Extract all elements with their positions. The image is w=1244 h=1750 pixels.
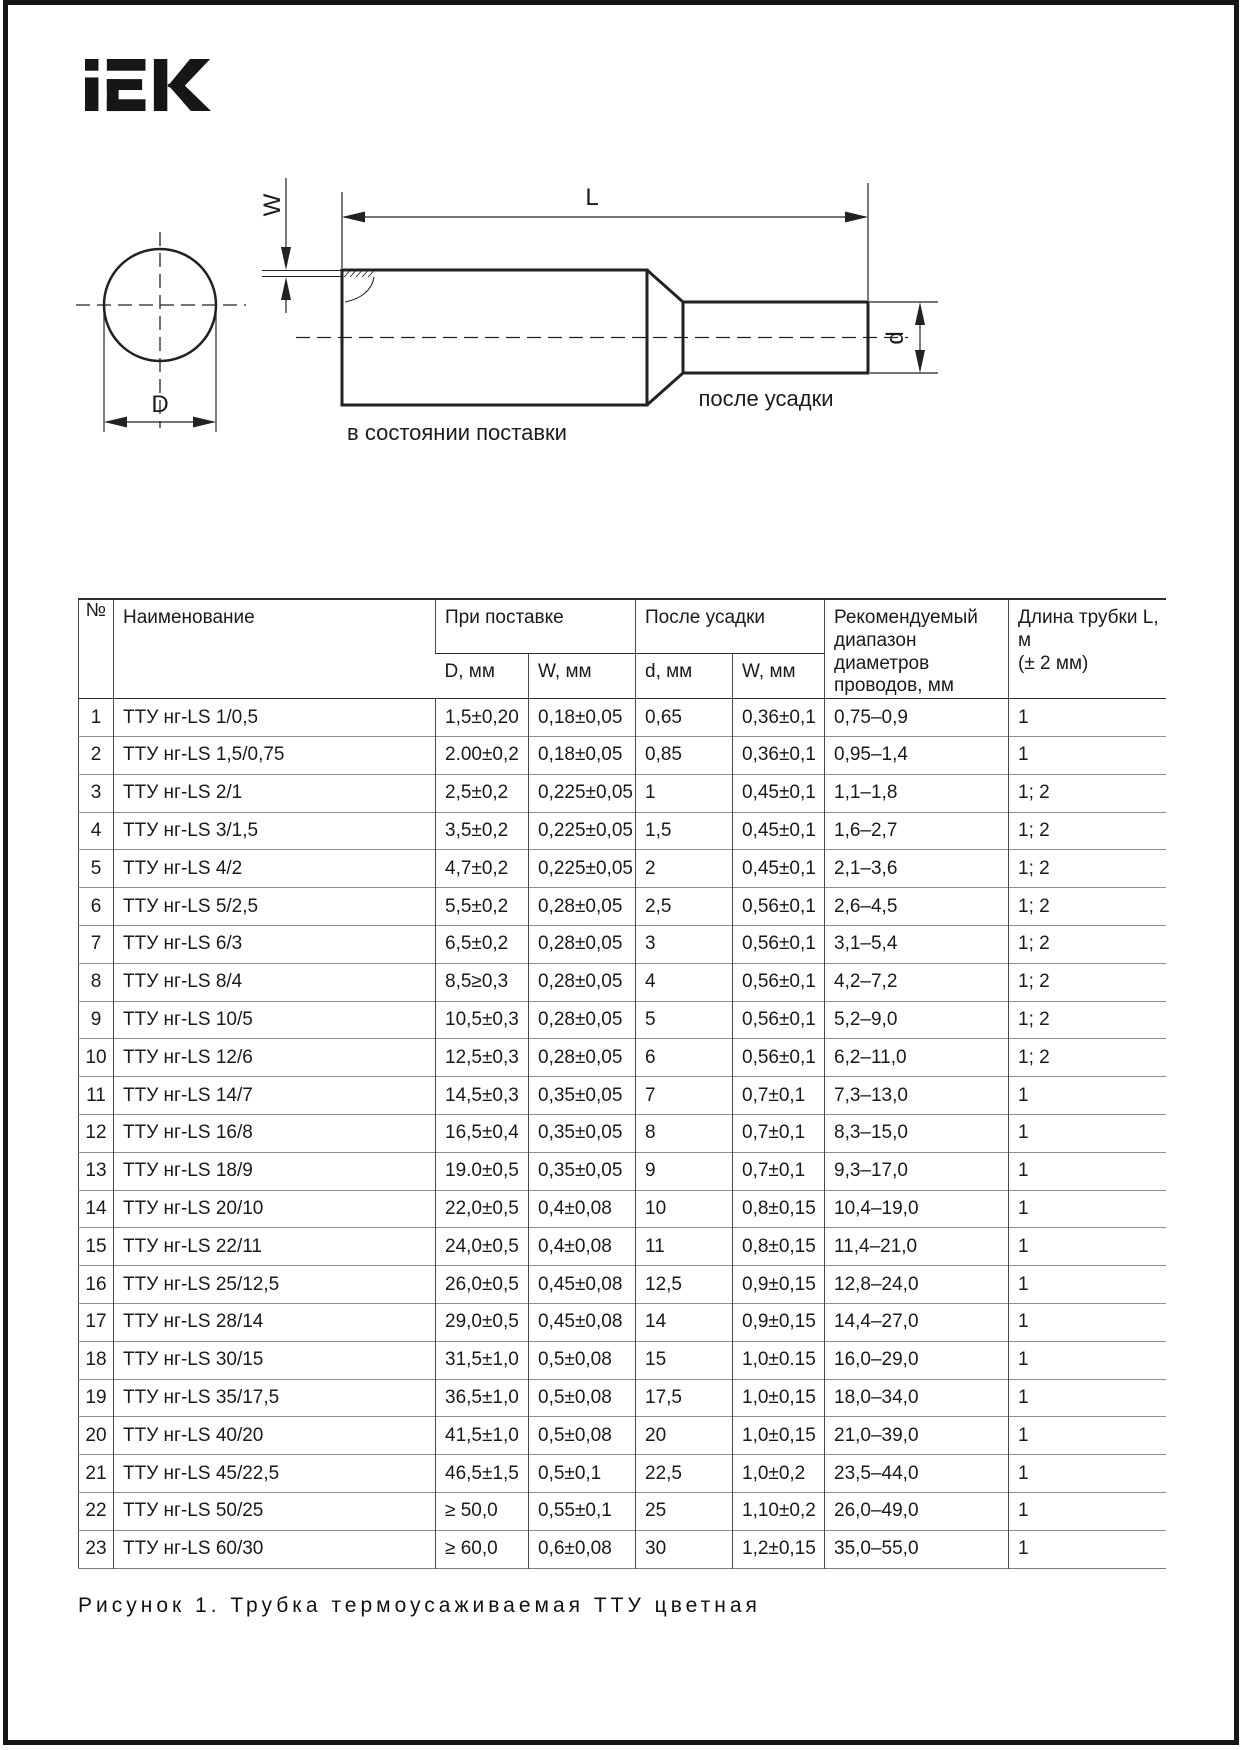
cell-W2: 0,45±0,1 <box>733 850 825 888</box>
cell-length: 1; 2 <box>1009 925 1166 963</box>
cell-d: 22,5 <box>636 1455 733 1493</box>
cell-W2: 0,8±0,15 <box>733 1190 825 1228</box>
cell-num: 10 <box>79 1039 114 1077</box>
cell-num: 12 <box>79 1114 114 1152</box>
table-row <box>79 812 1166 850</box>
cell-W2: 0,56±0,1 <box>733 1001 825 1039</box>
cell-range: 16,0–29,0 <box>825 1341 1009 1379</box>
cell-range: 21,0–39,0 <box>825 1417 1009 1455</box>
cell-length: 1; 2 <box>1009 774 1166 812</box>
col-header-supply-group: При поставке <box>436 599 636 654</box>
dim-label-d: d <box>882 331 909 345</box>
cell-W1: 0,28±0,05 <box>529 925 636 963</box>
cell-range: 1,1–1,8 <box>825 774 1009 812</box>
cell-D: 5,5±0,2 <box>436 888 529 926</box>
cell-D: 2.00±0,2 <box>436 736 529 774</box>
cell-D: 14,5±0,3 <box>436 1077 529 1115</box>
cell-D: 22,0±0,5 <box>436 1190 529 1228</box>
cell-num: 4 <box>79 812 114 850</box>
col-header-length-line2: (± 2 мм) <box>1018 652 1089 674</box>
cell-name: ТТУ нг-LS 2/1 <box>114 774 436 812</box>
cell-length: 1; 2 <box>1009 1001 1166 1039</box>
cell-d: 7 <box>636 1077 733 1115</box>
table-row <box>79 1266 1166 1304</box>
cell-num: 14 <box>79 1190 114 1228</box>
col-header-length-line1: Длина трубки L, м <box>1018 607 1159 651</box>
cell-length: 1 <box>1009 1190 1166 1228</box>
cell-num: 18 <box>79 1341 114 1379</box>
cell-range: 0,95–1,4 <box>825 736 1009 774</box>
cell-W1: 0,5±0,1 <box>529 1455 636 1493</box>
cell-d: 25 <box>636 1492 733 1530</box>
cell-num: 23 <box>79 1530 114 1568</box>
cell-D: 19.0±0,5 <box>436 1152 529 1190</box>
cell-range: 2,1–3,6 <box>825 850 1009 888</box>
cell-W1: 0,28±0,05 <box>529 1039 636 1077</box>
cell-W2: 0,45±0,1 <box>733 774 825 812</box>
cell-name: ТТУ нг-LS 45/22,5 <box>114 1455 436 1493</box>
cell-length: 1 <box>1009 1077 1166 1115</box>
cell-D: 10,5±0,3 <box>436 1001 529 1039</box>
cell-W2: 0,9±0,15 <box>733 1303 825 1341</box>
cell-W1: 0,4±0,08 <box>529 1190 636 1228</box>
cell-d: 17,5 <box>636 1379 733 1417</box>
cell-length: 1 <box>1009 1114 1166 1152</box>
tube-diagram <box>0 140 1000 475</box>
cell-W2: 1,2±0,15 <box>733 1530 825 1568</box>
cell-W1: 0,225±0,05 <box>529 850 636 888</box>
cell-d: 12,5 <box>636 1266 733 1304</box>
cell-range: 8,3–15,0 <box>825 1114 1009 1152</box>
cell-name: ТТУ нг-LS 8/4 <box>114 963 436 1001</box>
cell-W2: 0,36±0,1 <box>733 736 825 774</box>
cell-W2: 1,0±0,15 <box>733 1417 825 1455</box>
cell-num: 17 <box>79 1303 114 1341</box>
cell-D: 8,5≥0,3 <box>436 963 529 1001</box>
cell-d: 15 <box>636 1341 733 1379</box>
cell-d: 10 <box>636 1190 733 1228</box>
cell-range: 6,2–11,0 <box>825 1039 1009 1077</box>
cell-D: 6,5±0,2 <box>436 925 529 963</box>
cell-num: 9 <box>79 1001 114 1039</box>
cell-name: ТТУ нг-LS 14/7 <box>114 1077 436 1115</box>
cell-d: 0,65 <box>636 699 733 737</box>
cell-range: 18,0–34,0 <box>825 1379 1009 1417</box>
cell-W2: 0,56±0,1 <box>733 925 825 963</box>
cell-W2: 0,56±0,1 <box>733 963 825 1001</box>
cell-W2: 1,0±0.15 <box>733 1341 825 1379</box>
cell-num: 20 <box>79 1417 114 1455</box>
cell-range: 9,3–17,0 <box>825 1152 1009 1190</box>
cell-num: 21 <box>79 1455 114 1493</box>
cell-length: 1 <box>1009 1530 1166 1568</box>
col-header-W1: W, мм <box>529 654 636 699</box>
table-row <box>79 1303 1166 1341</box>
cell-W1: 0,18±0,05 <box>529 699 636 737</box>
cell-W1: 0,5±0,08 <box>529 1417 636 1455</box>
cell-d: 9 <box>636 1152 733 1190</box>
cell-name: ТТУ нг-LS 22/11 <box>114 1228 436 1266</box>
cell-W1: 0,28±0,05 <box>529 888 636 926</box>
cell-W2: 0,8±0,15 <box>733 1228 825 1266</box>
cell-name: ТТУ нг-LS 4/2 <box>114 850 436 888</box>
cell-name: ТТУ нг-LS 1/0,5 <box>114 699 436 737</box>
cell-name: ТТУ нг-LS 40/20 <box>114 1417 436 1455</box>
cell-length: 1 <box>1009 1303 1166 1341</box>
col-header-d: d, мм <box>636 654 733 699</box>
cell-length: 1 <box>1009 736 1166 774</box>
iek-logo <box>85 54 211 116</box>
cell-name: ТТУ нг-LS 6/3 <box>114 925 436 963</box>
spec-table <box>78 598 1166 1569</box>
cell-D: 41,5±1,0 <box>436 1417 529 1455</box>
cell-length: 1 <box>1009 1266 1166 1304</box>
cell-name: ТТУ нг-LS 12/6 <box>114 1039 436 1077</box>
cell-W1: 0,45±0,08 <box>529 1303 636 1341</box>
cell-length: 1; 2 <box>1009 963 1166 1001</box>
cell-num: 1 <box>79 699 114 737</box>
cell-d: 4 <box>636 963 733 1001</box>
cell-W2: 0,7±0,1 <box>733 1114 825 1152</box>
table-row <box>79 850 1166 888</box>
cell-length: 1; 2 <box>1009 1039 1166 1077</box>
cell-D: 2,5±0,2 <box>436 774 529 812</box>
cell-D: 16,5±0,4 <box>436 1114 529 1152</box>
cell-d: 0,85 <box>636 736 733 774</box>
table-row <box>79 1492 1166 1530</box>
cell-num: 11 <box>79 1077 114 1115</box>
cell-length: 1 <box>1009 1341 1166 1379</box>
cell-W1: 0,28±0,05 <box>529 1001 636 1039</box>
cell-length: 1 <box>1009 1455 1166 1493</box>
col-header-after-group: После усадки <box>636 599 825 654</box>
cell-D: 24,0±0,5 <box>436 1228 529 1266</box>
cell-num: 19 <box>79 1379 114 1417</box>
cell-W1: 0,28±0,05 <box>529 963 636 1001</box>
cell-d: 8 <box>636 1114 733 1152</box>
cell-range: 26,0–49,0 <box>825 1492 1009 1530</box>
cell-name: ТТУ нг-LS 60/30 <box>114 1530 436 1568</box>
cell-W1: 0,35±0,05 <box>529 1077 636 1115</box>
table-row <box>79 1455 1166 1493</box>
cell-range: 35,0–55,0 <box>825 1530 1009 1568</box>
tube-after-shrink <box>683 302 868 373</box>
cell-D: 46,5±1,5 <box>436 1455 529 1493</box>
cell-W1: 0,225±0,05 <box>529 774 636 812</box>
cell-num: 5 <box>79 850 114 888</box>
cell-name: ТТУ нг-LS 3/1,5 <box>114 812 436 850</box>
cell-num: 8 <box>79 963 114 1001</box>
cell-range: 23,5–44,0 <box>825 1455 1009 1493</box>
cell-d: 1 <box>636 774 733 812</box>
table-row <box>79 1077 1166 1115</box>
cell-W2: 0,36±0,1 <box>733 699 825 737</box>
spec-table-body <box>79 699 1166 1568</box>
cell-W2: 0,9±0,15 <box>733 1266 825 1304</box>
cell-d: 14 <box>636 1303 733 1341</box>
cell-W1: 0,5±0,08 <box>529 1341 636 1379</box>
cell-W1: 0,35±0,05 <box>529 1152 636 1190</box>
cell-W1: 0,5±0,08 <box>529 1379 636 1417</box>
cell-num: 22 <box>79 1492 114 1530</box>
table-row <box>79 1039 1166 1077</box>
cell-d: 20 <box>636 1417 733 1455</box>
table-row <box>79 1001 1166 1039</box>
cell-D: ≥ 50,0 <box>436 1492 529 1530</box>
table-row <box>79 963 1166 1001</box>
cell-name: ТТУ нг-LS 10/5 <box>114 1001 436 1039</box>
cell-name: ТТУ нг-LS 28/14 <box>114 1303 436 1341</box>
cell-D: 12,5±0,3 <box>436 1039 529 1077</box>
figure-caption: Рисунок 1. Трубка термоусаживаемая ТТУ цветная <box>78 1594 761 1617</box>
cell-length: 1 <box>1009 1152 1166 1190</box>
table-row <box>79 925 1166 963</box>
cell-length: 1 <box>1009 1492 1166 1530</box>
cell-length: 1; 2 <box>1009 850 1166 888</box>
cell-D: 3,5±0,2 <box>436 812 529 850</box>
cell-length: 1; 2 <box>1009 812 1166 850</box>
table-row <box>79 736 1166 774</box>
cell-W1: 0,6±0,08 <box>529 1530 636 1568</box>
cell-name: ТТУ нг-LS 20/10 <box>114 1190 436 1228</box>
cell-name: ТТУ нг-LS 50/25 <box>114 1492 436 1530</box>
cell-D: 31,5±1,0 <box>436 1341 529 1379</box>
cell-name: ТТУ нг-LS 25/12,5 <box>114 1266 436 1304</box>
cell-range: 11,4–21,0 <box>825 1228 1009 1266</box>
dim-label-D: D <box>151 391 169 418</box>
dim-label-W: W <box>259 193 286 217</box>
table-row <box>79 1530 1166 1568</box>
cell-range: 3,1–5,4 <box>825 925 1009 963</box>
cell-range: 7,3–13,0 <box>825 1077 1009 1115</box>
col-header-W2: W, мм <box>733 654 825 699</box>
cell-num: 2 <box>79 736 114 774</box>
cell-W2: 0,56±0,1 <box>733 1039 825 1077</box>
cell-length: 1 <box>1009 699 1166 737</box>
cell-d: 5 <box>636 1001 733 1039</box>
cell-range: 10,4–19,0 <box>825 1190 1009 1228</box>
cell-W2: 0,45±0,1 <box>733 812 825 850</box>
cell-D: 4,7±0,2 <box>436 850 529 888</box>
cell-num: 15 <box>79 1228 114 1266</box>
cell-d: 2,5 <box>636 888 733 926</box>
cell-W2: 0,7±0,1 <box>733 1077 825 1115</box>
cell-num: 6 <box>79 888 114 926</box>
col-header-num: № <box>79 599 114 699</box>
cell-W2: 1,0±0,2 <box>733 1455 825 1493</box>
cell-W1: 0,18±0,05 <box>529 736 636 774</box>
cell-range: 2,6–4,5 <box>825 888 1009 926</box>
cell-D: ≥ 60,0 <box>436 1530 529 1568</box>
cell-num: 3 <box>79 774 114 812</box>
table-row <box>79 774 1166 812</box>
cell-W1: 0,45±0,08 <box>529 1266 636 1304</box>
cell-range: 5,2–9,0 <box>825 1001 1009 1039</box>
cell-name: ТТУ нг-LS 18/9 <box>114 1152 436 1190</box>
cell-d: 3 <box>636 925 733 963</box>
col-header-name: Наименование <box>114 599 436 699</box>
table-row <box>79 1341 1166 1379</box>
table-row <box>79 699 1166 737</box>
table-row <box>79 1228 1166 1266</box>
cell-d: 1,5 <box>636 812 733 850</box>
table-row <box>79 1152 1166 1190</box>
cell-range: 14,4–27,0 <box>825 1303 1009 1341</box>
cell-range: 4,2–7,2 <box>825 963 1009 1001</box>
cell-name: ТТУ нг-LS 5/2,5 <box>114 888 436 926</box>
state-supplied-label: в состоянии поставки <box>347 420 567 445</box>
cell-W1: 0,35±0,05 <box>529 1114 636 1152</box>
col-header-length <box>1009 599 1166 699</box>
cell-length: 1 <box>1009 1228 1166 1266</box>
cell-d: 2 <box>636 850 733 888</box>
cell-W1: 0,4±0,08 <box>529 1228 636 1266</box>
cell-W2: 1,10±0,2 <box>733 1492 825 1530</box>
col-header-range: Рекомендуемый диапазон диаметров проводов, мм <box>825 599 1009 699</box>
cell-D: 1,5±0,20 <box>436 699 529 737</box>
cell-d: 30 <box>636 1530 733 1568</box>
table-row <box>79 1114 1166 1152</box>
cell-W2: 0,56±0,1 <box>733 888 825 926</box>
table-row <box>79 1379 1166 1417</box>
cell-range: 0,75–0,9 <box>825 699 1009 737</box>
cell-W2: 0,7±0,1 <box>733 1152 825 1190</box>
cell-D: 29,0±0,5 <box>436 1303 529 1341</box>
table-row <box>79 1190 1166 1228</box>
cell-d: 6 <box>636 1039 733 1077</box>
cell-name: ТТУ нг-LS 1,5/0,75 <box>114 736 436 774</box>
cell-D: 36,5±1,0 <box>436 1379 529 1417</box>
cell-range: 1,6–2,7 <box>825 812 1009 850</box>
cell-name: ТТУ нг-LS 30/15 <box>114 1341 436 1379</box>
dim-label-L: L <box>585 184 599 211</box>
table-row <box>79 888 1166 926</box>
cell-num: 16 <box>79 1266 114 1304</box>
cell-num: 13 <box>79 1152 114 1190</box>
cell-d: 11 <box>636 1228 733 1266</box>
cell-W1: 0,55±0,1 <box>529 1492 636 1530</box>
cell-range: 12,8–24,0 <box>825 1266 1009 1304</box>
cell-W2: 1,0±0,15 <box>733 1379 825 1417</box>
cell-name: ТТУ нг-LS 16/8 <box>114 1114 436 1152</box>
cell-length: 1; 2 <box>1009 888 1166 926</box>
cell-length: 1 <box>1009 1379 1166 1417</box>
cell-D: 26,0±0,5 <box>436 1266 529 1304</box>
cell-num: 7 <box>79 925 114 963</box>
col-header-D: D, мм <box>436 654 529 699</box>
cell-W1: 0,225±0,05 <box>529 812 636 850</box>
cell-length: 1 <box>1009 1417 1166 1455</box>
table-row <box>79 1417 1166 1455</box>
state-shrunk-label: после усадки <box>698 386 834 411</box>
cell-name: ТТУ нг-LS 35/17,5 <box>114 1379 436 1417</box>
